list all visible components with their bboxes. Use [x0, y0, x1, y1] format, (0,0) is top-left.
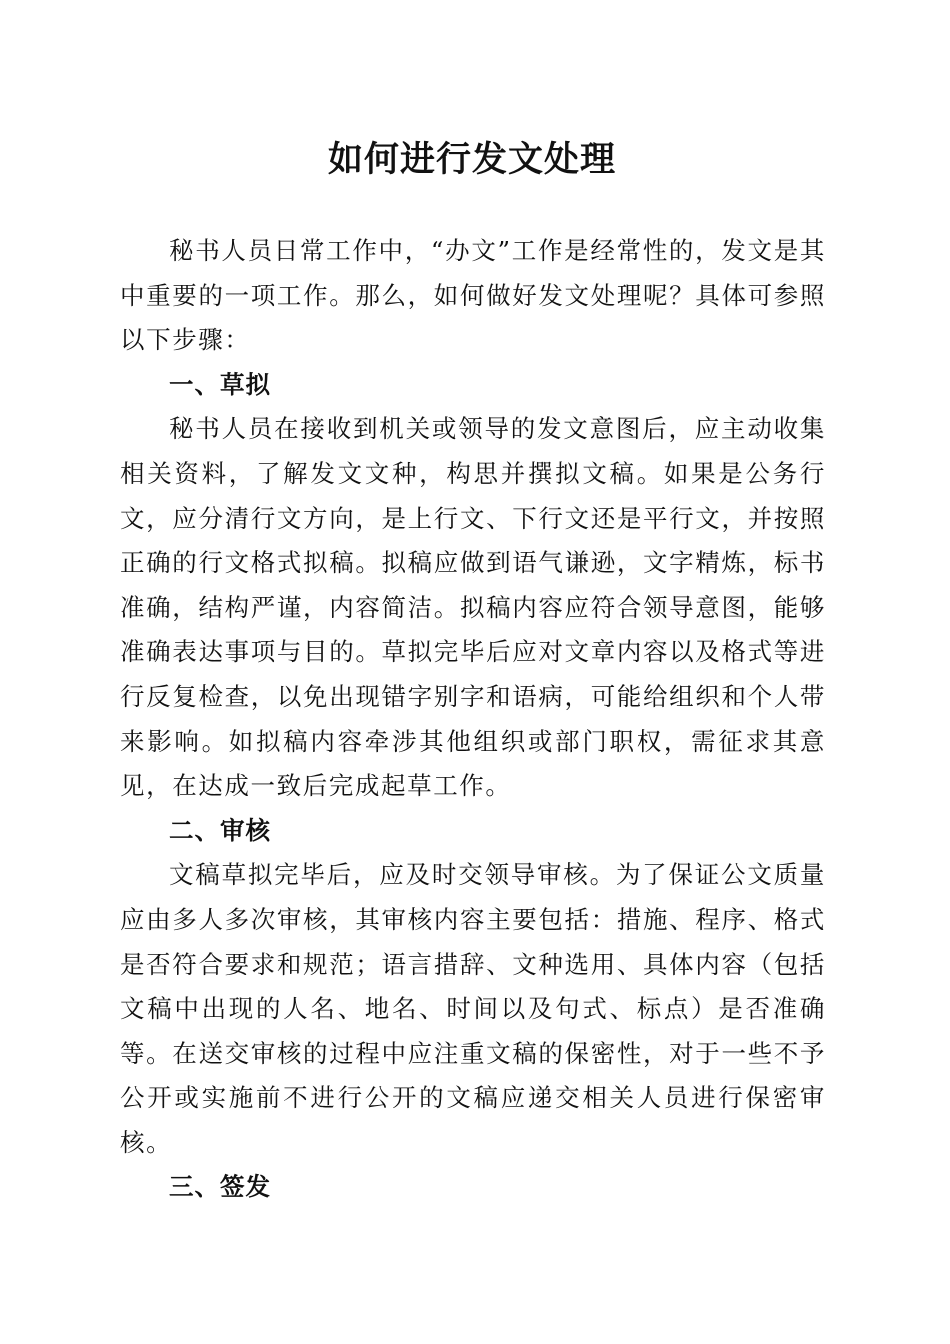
- section-paragraph-review: 文稿草拟完毕后，应及时交领导审核。为了保证公文质量应由多人多次审核，其审核内容主要包括：措施、程序、格式是否符合要求和规范；语言措辞、文种选用、具体内容（包括文稿中出现的人名、地名、时间以及句式、标点）是否准确等。在送交审核的过程中应注重文稿的保密性，对于一些不予公开或实施前不进行公开的文稿应递交相关人员进行保密审核。: [120, 860, 826, 1157]
- section-heading-review: 二、审核: [169, 815, 271, 845]
- intro-paragraph: 秘书人员日常工作中，“办文”工作是经常性的，发文是其中重要的一项工作。那么，如何做好发文处理呢？具体可参照以下步骤：: [120, 236, 826, 355]
- section-heading-signing: 三、签发: [169, 1172, 271, 1202]
- document-body: [120, 229, 826, 1210]
- page-title: 如何进行发文处理: [327, 139, 616, 180]
- section-heading-drafting: 一、草拟: [169, 369, 271, 399]
- section-paragraph-drafting: 秘书人员在接收到机关或领导的发文意图后，应主动收集相关资料，了解发文文种，构思并撰拟文稿。如果是公务行文，应分清行文方向，是上行文、下行文还是平行文，并按照正确的行文格式拟稿。拟稿应做到语气谦逊，文字精炼，标书准确，结构严谨，内容简洁。拟稿内容应符合领导意图，能够准确表达事项与目的。草拟完毕后应对文章内容以及格式等进行反复检查，以免出现错字别字和语病，可能给组织和个人带来影响。如拟稿内容牵涉其他组织或部门职权，需征求其意见，在达成一致后完成起草工作。: [120, 414, 826, 801]
